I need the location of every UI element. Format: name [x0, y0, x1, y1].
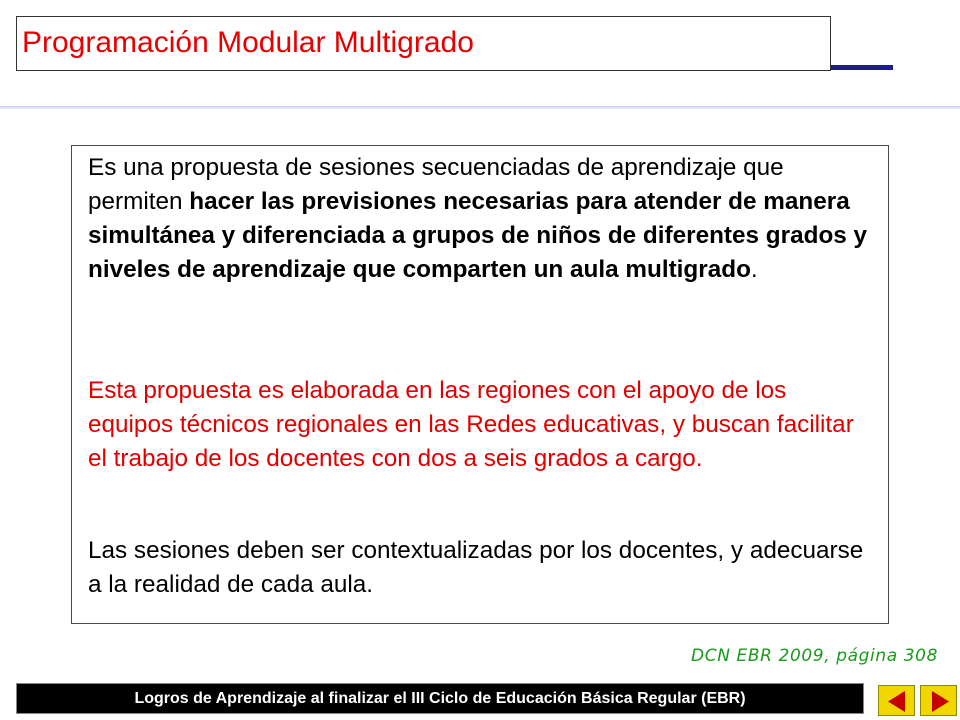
citation: DCN EBR 2009, página 308 — [691, 646, 938, 666]
contextualize-paragraph: Las sesiones deben ser contextualizadas por los docentes, y adecuarse a la realidad de cada aula. — [88, 537, 864, 598]
regional-paragraph: Esta propuesta es elaborada en las regiones con el apoyo de los equipos técnicos regionales en las Redes educativas, y buscan facilitar el trabajo de los docentes con dos a seis grados a cargo. — [88, 377, 854, 472]
previous-slide-button[interactable] — [878, 685, 915, 716]
definition-text: Es una propuesta de sesiones secuenciadas de aprendizaje que permiten — [88, 154, 784, 215]
content-box — [71, 145, 889, 624]
definition-bold-text: hacer las previsiones necesarias para atender de manera simultánea y diferenciada a grupos de niños de diferentes grados y niveles de aprendizaje que comparten un aula multigrado — [88, 188, 868, 283]
footer-bar — [16, 683, 864, 714]
definition-paragraph — [88, 151, 878, 287]
triangle-left-icon — [879, 686, 916, 717]
title-box — [16, 16, 831, 71]
next-slide-button[interactable] — [920, 685, 957, 716]
footer-text: Logros de Aprendizaje al finalizar el III Ciclo de Educación Básica Regular (EBR) — [134, 689, 746, 707]
title-divider — [0, 106, 960, 109]
triangle-right-icon — [921, 686, 958, 717]
definition-period: . — [750, 256, 758, 283]
slide-title: Programación Modular Multigrado — [22, 26, 474, 59]
